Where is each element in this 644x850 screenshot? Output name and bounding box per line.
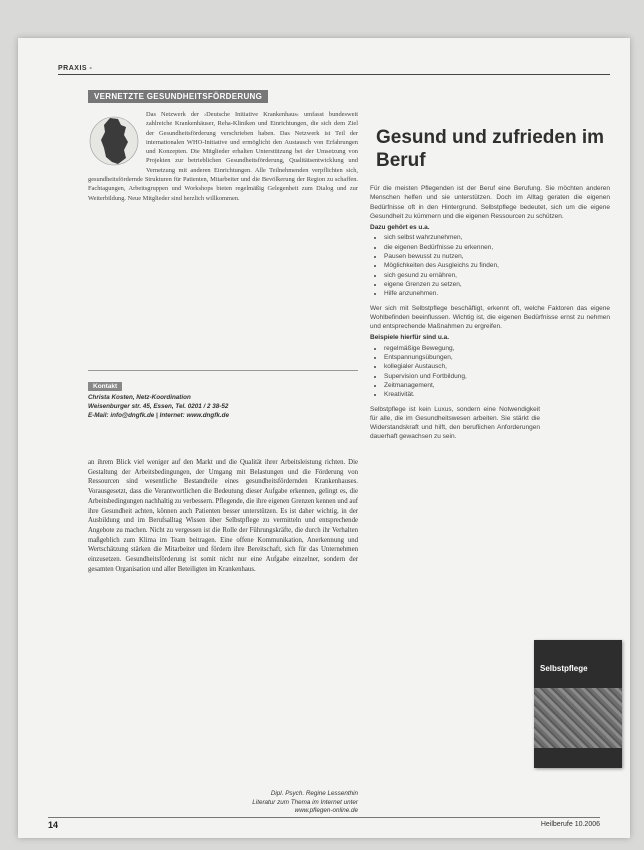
list-item: • die eigenen Bedürfnisse zu erkennen,	[384, 243, 610, 252]
list2-title: Beispiele hierfür sind u.a.	[370, 334, 450, 342]
list-item: • Pausen bewusst zu nutzen,	[384, 252, 610, 261]
list-item: • Kreativität.	[384, 390, 610, 399]
contact-header: Kontakt	[88, 382, 122, 391]
list-item: • kollegialer Austausch,	[384, 362, 610, 371]
article-body	[370, 184, 610, 442]
list1	[370, 233, 610, 298]
list-item: • Möglichkeiten des Ausgleichs zu finden,	[384, 261, 610, 270]
contact-address: Weisenburger str. 45, Essen, Tel. 0201 / 2 38-52	[88, 403, 229, 410]
info-box-header: VERNETZTE GESUNDHEITSFÖRDERUNG	[88, 90, 268, 103]
list-item: • sich gesund zu ernähren,	[384, 271, 610, 280]
contact-name: Christa Kosten, Netz-Koordination	[88, 394, 191, 401]
magazine-issue: Heilberufe 10.2006	[540, 821, 600, 828]
list1-title: Dazu gehört es u.a.	[370, 224, 430, 232]
article-end-text: Selbstpflege ist kein Luxus, sondern eine Notwendigkeit für alle, die im Gesundheitswesen arbeiten. Sie stärkt die Widerstandskraft und hilft, den beruflichen Anforderungen dauerhaft gewachsen zu sein.	[370, 405, 540, 441]
article-intro: Für die meisten Pflegenden ist der Beruf eine Berufung. Sie möchten anderen Menschen helfen und sie unterstützen. Doch im Alltag geraten die eigenen Bedürfnisse oft in den Hintergrund. Selbstpflege bedeutet, sich um die eigene Gesundheit zu kümmern und die eigenen Ressourcen zu schützen.	[370, 185, 610, 220]
list-item: • Supervision und Fortbildung,	[384, 372, 610, 381]
info-box-body	[88, 110, 358, 366]
list-item: • regelmäßige Bewegung,	[384, 344, 610, 353]
literature-note: Literatur zum Thema im Internet unter	[252, 798, 358, 806]
footer-rule	[48, 817, 600, 818]
book-cover-pattern	[534, 688, 622, 748]
list2	[370, 344, 610, 400]
list-item: • eigene Grenzen zu setzen,	[384, 280, 610, 289]
page-number: 14	[48, 820, 59, 830]
contact-box	[88, 370, 358, 420]
info-box-text: Das Netzwerk der ›Deutsche Initiative Krankenhaus‹ umfasst bundesweit zahlreiche Krankenhäuser, Reha-Kliniken und Einrichtungen, die sich dem Ziel der Gesundheitsförderung verschrieben haben. Das Netzwerk ist Teil der internationalen WHO-Initiative und ermöglicht den Austausch von Erfahrungen und Konzepten. Die Mitglieder erhalten Unterstützung bei der Umsetzung von Projekten zur betrieblichen Gesundheitsförderung, Qualitätsentwicklung und Vernetzung mit anderen Einrichtungen. Alle Teilnehmenden verpflichten sich, gesundheitsfördernde Strukturen für Patienten, Mitarbeiter und die Bevölkerung der Region zu schaffen. Fachtagungen, Arbeitsgruppen und Workshops bieten regelmäßig Gelegenheit zum Dialog und zur Weiterbildung. Neue Mitglieder sind herzlich willkommen.	[88, 111, 358, 202]
germany-map-icon	[88, 110, 140, 172]
article-mid-text: Wer sich mit Selbstpflege beschäftigt, erkennt oft, welche Faktoren das eigene Wohlbefinden beeinflussen. Wichtig ist, die eigenen Bedürfnisse ernst zu nehmen und entsprechende Maßnahmen zu ergreifen.	[370, 304, 610, 331]
info-box	[88, 86, 358, 420]
list-item: • Zeitmanagement,	[384, 381, 610, 390]
list-item: • Hilfe anzunehmen.	[384, 289, 610, 298]
contact-web: E-Mail: info@dngfk.de | Internet: www.dngfk.de	[88, 412, 229, 419]
author-name: Dipl. Psych. Regine Lessenthin	[270, 790, 358, 797]
literature-web: www.pflegen-online.de	[294, 807, 358, 815]
list-item: • Entspannungsübungen,	[384, 353, 610, 362]
list-item: • sich selbst wahrzunehmen,	[384, 233, 610, 242]
article-headline: Gesund und zufrieden im Beruf	[376, 127, 605, 171]
section-label: PRAXIS -	[58, 65, 93, 72]
book-cover-image	[534, 640, 622, 768]
top-rule	[58, 74, 610, 75]
magazine-page	[18, 38, 630, 838]
left-body-text: an ihrem Blick viel weniger auf den Markt und die Qualität ihrer Arbeitsleistung richten. Die Gestaltung der Arbeitsbedingungen, der Umgang mit Belastungen und die Förderung von Ressourcen sind wesentliche Bestandteile eines gesundheitsfördernden Krankenhauses. Vorausgesetzt, dass die Verantwortlichen die Bedeutung dieser Aufgabe erkennen, gelingt es, die Arbeitsbedingungen nachhaltig zu verbessern. Pflegende, die ihre eigenen Grenzen kennen und auf ihre Gesundheit achten, können auch Patienten besser unterstützen. Es ist daher wichtig, in der Ausbildung und im Berufsalltag Wissen über Selbstpflege zu vermitteln und entsprechende Angebote zu machen. Nicht zu vergessen ist die Rolle der Führungskräfte, die durch ihr Verhalten maßgeblich zum Klima im Team beitragen. Eine offene Kommunikation, Anerkennung und Wertschätzung stärken die Mitarbeiter und fördern ihre Bereitschaft, sich für das Unternehmen einzusetzen. Gesundheitsförderung ist somit nicht nur eine Aufgabe einzelner, sondern der gesamten Organisation und aller Beteiligten im Krankenhaus.	[88, 459, 358, 573]
signoff	[88, 790, 358, 816]
book-title: Selbstpflege	[540, 664, 588, 673]
article	[370, 86, 610, 442]
